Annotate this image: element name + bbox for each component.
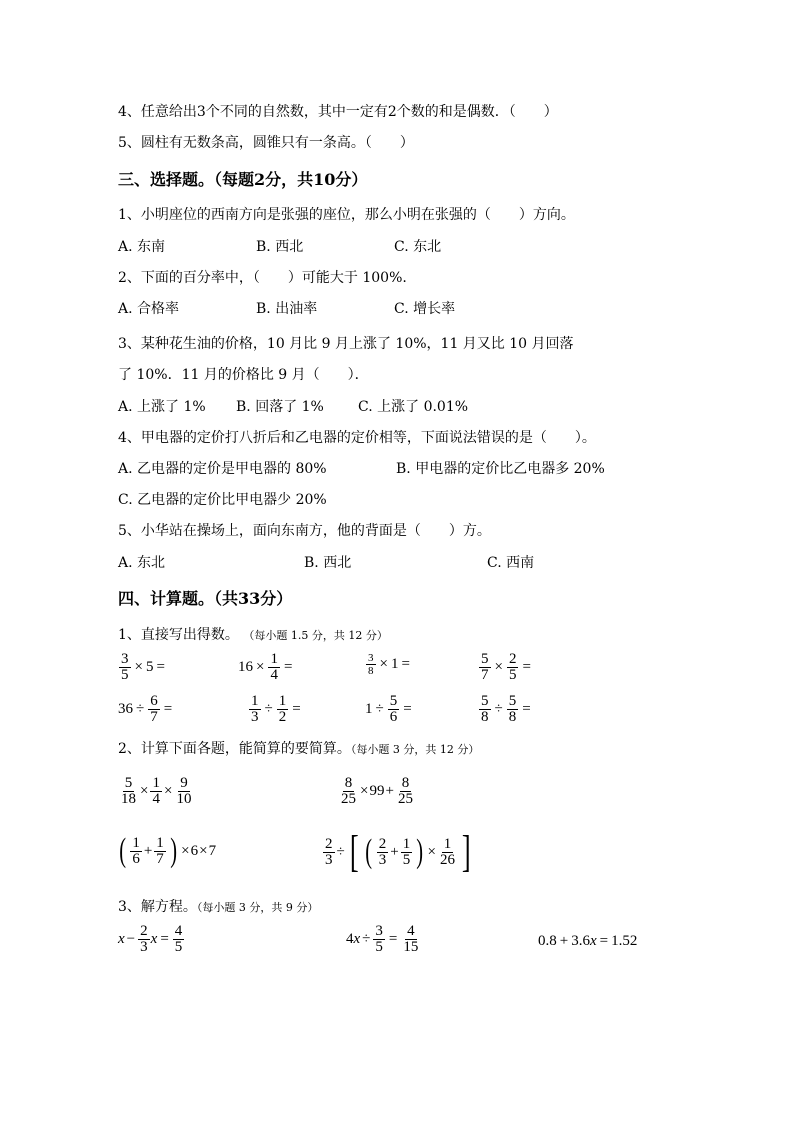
expr-1: $\frac{3}{5}$ × 5 = [121,651,165,683]
q5-opt-c: C. 西南 [487,555,535,571]
q5-opt-a: A. 东北 [118,555,166,571]
section4-title: 四、计算题。（共33分） [118,589,293,608]
q3-line2: 了 10%．11 月的价格比 9 月（ ）． [118,367,369,383]
expr-5: 36 ÷ $\frac{6}{7}$ = [118,693,173,725]
judge-item-4: 4、任意给出3个不同的自然数，其中一定有2个数的和是偶数．（ ） [118,104,558,120]
section3-title: 三、选择题。（每题2分，共10分） [118,170,368,189]
p3-heading: 3、解方程。（每小题 3 分，共 9 分） [118,899,319,915]
p1-heading: 1、直接写出得数。 （每小题 1.5 分，共 12 分） [118,627,388,643]
q3-line1: 3、某种花生油的价格，10 月比 9 月上涨了 10%，11 月又比 10 月回落 [118,336,574,352]
q4-opt-a: A. 乙电器的定价是甲电器的 80% [118,461,327,477]
q5: 5、小华站在操场上，面向东南方，他的背面是（ ）方。 [118,523,491,539]
calc-4: $\frac{2}{3}$ ÷ [ ( 2 3 + $\frac{1}{5}$ ) × $\frac{1}{26}$ ] [325,827,471,876]
q3-opt-c: C. 上涨了 0.01% [358,399,469,415]
expr-3: $\frac{3}{8}$ × 1 = [368,652,410,677]
q1: 1、小明座位的西南方向是张强的座位，那么小明在张强的（ ）方向。 [118,207,575,223]
expr-2: 16 × $\frac{1}{4}$ = [238,651,293,683]
equation-2: 4 x ÷ $\frac{3}{5}$ = $\frac{4}{15}$ [346,923,419,955]
equation-1: x − $\frac{2}{3}$ x = $\frac{4}{5}$ [118,923,183,955]
calc-2: $\frac{8}{25}$ × 99 + $\frac{8}{25}$ [341,775,413,807]
expr-4: $\frac{5}{7}$ × $\frac{2}{5}$ = [481,651,531,683]
calc-1: $\frac{5}{18}$ × $\frac{1}{4}$ × $\frac{9}{10}$ [121,775,192,807]
q5-opt-b: B. 西北 [304,555,352,571]
equation-3: 0.8 + 3.6 x = 1.52 [538,933,638,949]
expr-7: 1 ÷ $\frac{5}{6}$ = [365,693,412,725]
q4-opt-c: C. 乙电器的定价比甲电器少 20% [118,492,327,508]
expr-6: $\frac{1}{3}$ ÷ $\frac{1}{2}$ = [251,693,301,725]
q1-opt-c: C. 东北 [394,239,442,255]
p2-heading: 2、计算下面各题，能简算的要简算。（每小题 3 分，共 12 分） [118,741,480,757]
q4: 4、甲电器的定价打八折后和乙电器的定价相等，下面说法错误的是（ ）。 [118,430,596,446]
q2-opt-b: B. 出油率 [256,301,318,317]
q1-opt-a: A. 东南 [118,239,166,255]
judge-item-5: 5、圆柱有无数条高，圆锥只有一条高。（ ） [118,135,414,151]
calc-3: ( 1 6 + $\frac{1}{7}$ ) × 6 × 7 [119,832,217,869]
q1-opt-b: B. 西北 [256,239,304,255]
q3-opt-a: A. 上涨了 1% [118,399,206,415]
q4-opt-b: B. 甲电器的定价比乙电器多 20% [396,461,605,477]
q2-opt-c: C. 增长率 [394,301,456,317]
q3-opt-b: B. 回落了 1% [236,399,324,415]
q2-opt-a: A. 合格率 [118,301,180,317]
expr-8: $\frac{5}{8}$ ÷ $\frac{5}{8}$ = [481,693,531,725]
q2: 2、下面的百分率中，（ ）可能大于 100%. [118,270,407,286]
